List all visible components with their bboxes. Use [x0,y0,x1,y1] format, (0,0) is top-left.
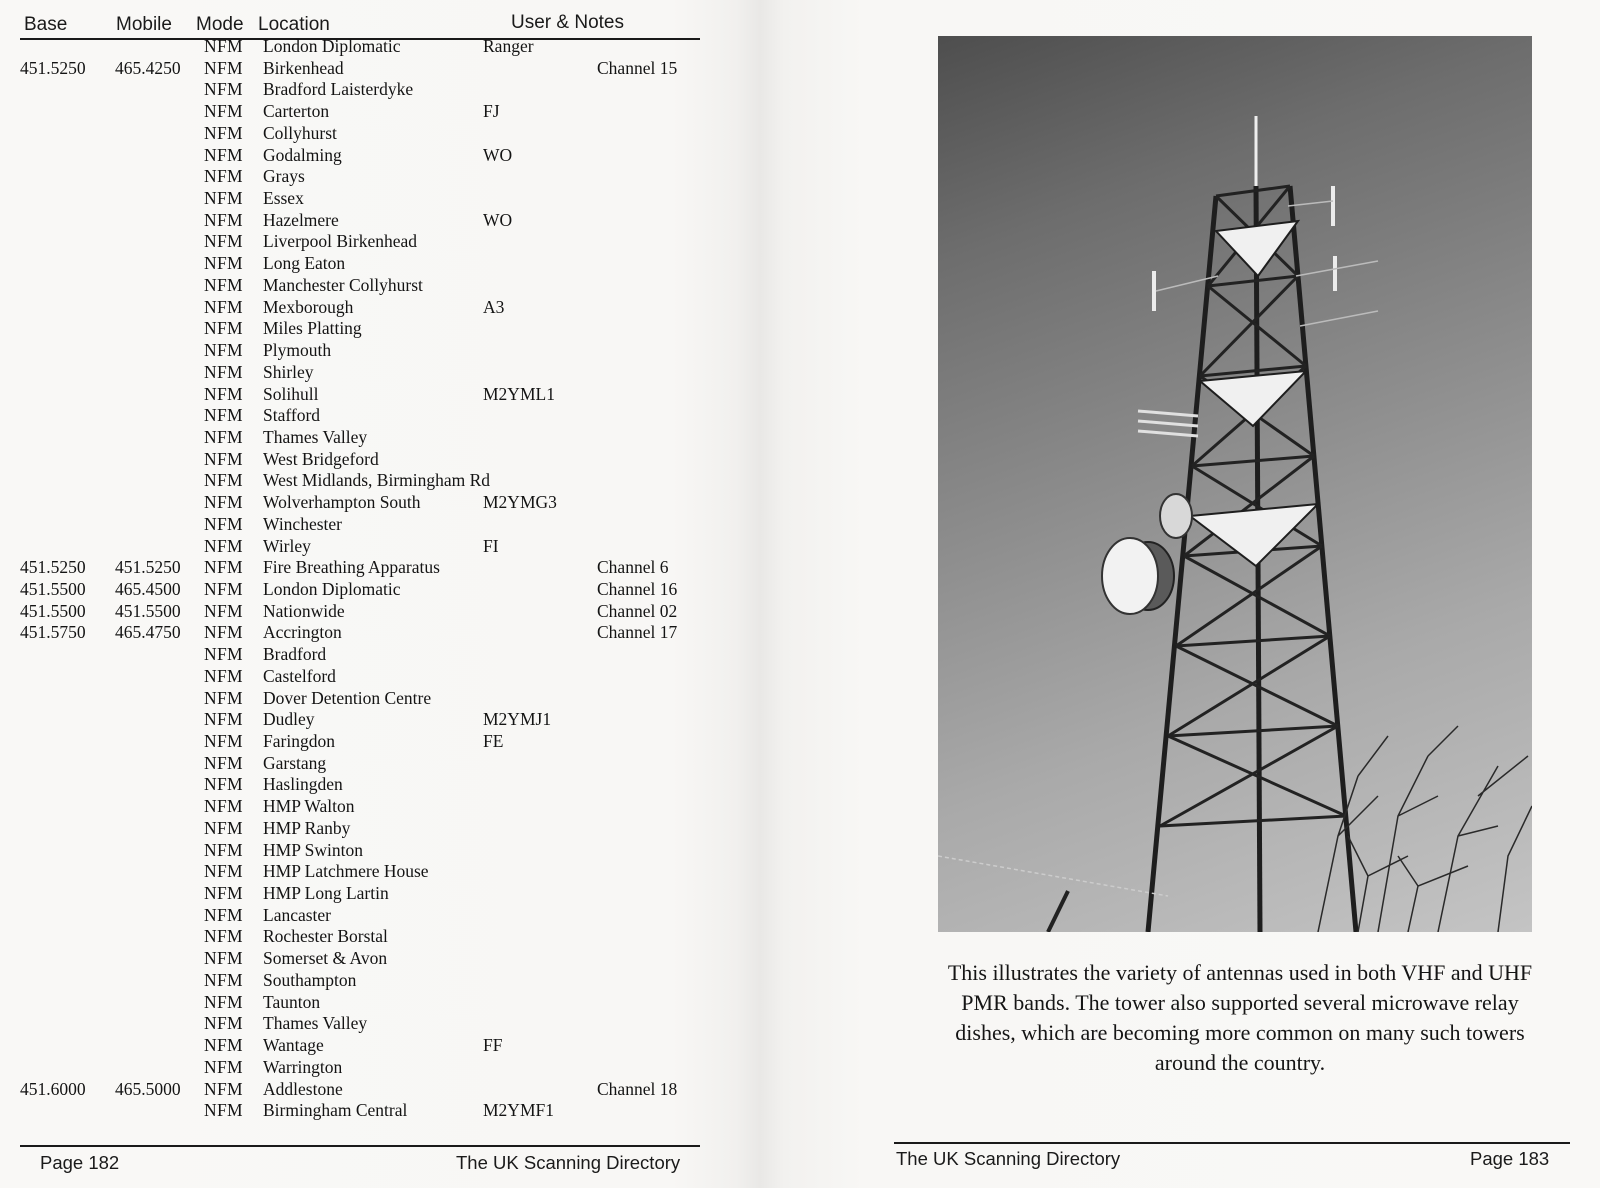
table-row [0,275,720,297]
table-row [0,1057,720,1079]
location: Thames Valley [263,426,368,447]
mode: NFM [204,361,243,382]
table-row [0,926,720,948]
location: Southampton [263,969,357,990]
table-row [0,1079,720,1101]
location: Collyhurst [263,122,337,143]
page-number: Page 182 [40,1152,120,1173]
channel-note: Channel 16 [597,578,678,599]
location: HMP Latchmere House [263,861,429,882]
location: Garstang [263,752,327,773]
mobile-frequency: 465.4750 [115,622,181,643]
mobile-frequency: 465.5000 [115,1078,181,1099]
mode: NFM [204,644,243,665]
location: Solihull [263,383,319,404]
mode: NFM [204,578,243,599]
channel-note: Channel 02 [597,600,678,621]
base-frequency: 451.5250 [20,57,86,78]
footer-divider [20,1145,700,1147]
location: HMP Swinton [263,839,364,860]
table-row [0,253,720,275]
location: Stafford [263,405,321,426]
table-row [0,557,720,579]
mode: NFM [204,231,243,252]
location: Fire Breathing Apparatus [263,557,440,578]
location: Hazelmere [263,209,339,230]
location: Wantage [263,1035,324,1056]
table-header [0,10,700,38]
mode: NFM [204,166,243,187]
mode: NFM [204,557,243,578]
mode: NFM [204,1100,243,1121]
base-frequency: 451.6000 [20,1078,86,1099]
table-row [0,818,720,840]
mode: NFM [204,318,243,339]
mode: NFM [204,731,243,751]
table-row [0,297,720,319]
mobile-frequency: 451.5250 [115,557,181,578]
location: Godalming [263,144,342,165]
frequency-table [0,36,720,1122]
location: Faringdon [263,731,335,751]
user: FJ [483,101,500,122]
table-row [0,861,720,883]
channel-note: Channel 15 [597,57,678,78]
mode: NFM [204,57,243,78]
table-row [0,1035,720,1057]
table-row [0,796,720,818]
table-row [0,166,720,188]
table-row [0,905,720,927]
location: Essex [263,188,304,209]
location: Grays [263,166,305,187]
mode: NFM [204,188,243,209]
table-row [0,970,720,992]
channel-note: Channel 17 [597,622,678,643]
footer-divider [894,1142,1570,1144]
user: WO [483,144,513,165]
location: Warrington [263,1056,343,1077]
mode: NFM [204,948,243,969]
mode: NFM [204,796,243,817]
mode: NFM [204,665,243,686]
location: Winchester [263,513,342,534]
mobile-frequency: 451.5500 [115,600,181,621]
table-row [0,123,720,145]
channel-note: Channel 18 [597,1078,678,1099]
location: Miles Platting [263,318,362,339]
caption-line: dishes, which are becoming more common on many such towers [955,1020,1525,1045]
table-row [0,774,720,796]
location: Plymouth [263,340,332,361]
mode: NFM [204,709,243,730]
location: Accrington [263,622,342,643]
table-row [0,536,720,558]
mode: NFM [204,253,243,274]
table-row [0,1013,720,1035]
location: Bradford [263,644,327,665]
mode: NFM [204,79,243,100]
left-page [0,0,720,1188]
mode: NFM [204,904,243,925]
photo-caption [880,958,1600,1078]
location: Birmingham Central [263,1100,408,1121]
mode: NFM [204,144,243,165]
location: Wolverhampton South [263,492,421,513]
location: Addlestone [263,1078,343,1099]
tower-illustration [938,36,1532,932]
table-row [0,883,720,905]
table-row [0,644,720,666]
location: Birkenhead [263,57,344,78]
caption-line: This illustrates the variety of antennas used in both VHF and UHF [947,960,1533,985]
table-row [0,36,720,58]
table-row [0,492,720,514]
table-row [0,688,720,710]
header-location: Location [258,14,330,35]
mode: NFM [204,296,243,317]
mode: NFM [204,513,243,534]
mode: NFM [204,340,243,361]
base-frequency: 451.5250 [20,557,86,578]
radio-tower-photo [938,36,1532,932]
user: M2YMJ1 [483,709,552,730]
location: Haslingden [263,774,343,795]
mode: NFM [204,492,243,513]
location: Mexborough [263,296,354,317]
user: WO [483,209,513,230]
location: Wirley [263,535,311,556]
mode: NFM [204,774,243,795]
table-row [0,340,720,362]
table-row [0,731,720,753]
location: West Bridgeford [263,448,379,469]
mode: NFM [204,1035,243,1056]
table-row [0,470,720,492]
user: FI [483,535,499,556]
location: Nationwide [263,600,345,621]
mode: NFM [204,209,243,230]
mode: NFM [204,883,243,904]
base-frequency: 451.5500 [20,600,86,621]
table-row [0,188,720,210]
mode: NFM [204,600,243,621]
location: Dover Detention Centre [263,687,432,708]
channel-note: Channel 6 [597,557,669,578]
mode: NFM [204,383,243,404]
user: Ranger [483,36,534,56]
user: FE [483,731,504,751]
mode: NFM [204,274,243,295]
mobile-frequency: 465.4250 [115,57,181,78]
location: Rochester Borstal [263,926,388,947]
location: West Midlands, Birmingham Rd [263,470,491,491]
header-mode: Mode [196,14,244,35]
table-row [0,601,720,623]
table-row [0,79,720,101]
table-row [0,58,720,80]
location: Bradford Laisterdyke [263,79,414,100]
table-row [0,709,720,731]
header-mobile: Mobile [116,14,172,35]
table-row [0,427,720,449]
mode: NFM [204,991,243,1012]
location: HMP Long Lartin [263,883,389,904]
table-row [0,992,720,1014]
user: M2YMG3 [483,492,557,513]
location: Liverpool Birkenhead [263,231,418,252]
book-title: The UK Scanning Directory [456,1152,681,1173]
mode: NFM [204,752,243,773]
right-page [880,0,1600,1188]
table-row [0,231,720,253]
location: Manchester Collyhurst [263,274,423,295]
location: Castelford [263,665,336,686]
table-row [0,514,720,536]
location: Shirley [263,361,314,382]
location: Thames Valley [263,1013,368,1034]
base-frequency: 451.5750 [20,622,86,643]
mode: NFM [204,36,243,56]
table-row [0,840,720,862]
table-row [0,449,720,471]
mode: NFM [204,861,243,882]
mode: NFM [204,122,243,143]
user: FF [483,1035,503,1056]
table-row [0,318,720,340]
table-row [0,101,720,123]
mode: NFM [204,535,243,556]
mode: NFM [204,1056,243,1077]
caption-line: around the country. [1154,1050,1326,1075]
mode: NFM [204,622,243,643]
mobile-frequency: 465.4500 [115,578,181,599]
mode: NFM [204,426,243,447]
page-number: Page 183 [1470,1148,1550,1169]
caption-line: PMR bands. The tower also supported several microwave relay [961,990,1519,1015]
user: A3 [483,296,505,317]
book-title: The UK Scanning Directory [896,1148,1121,1169]
table-row [0,362,720,384]
table-row [0,1100,720,1122]
mode: NFM [204,926,243,947]
location: Carterton [263,101,330,122]
location: Somerset & Avon [263,948,388,969]
header-base: Base [24,14,68,35]
mode: NFM [204,687,243,708]
table-row [0,622,720,644]
location: London Diplomatic [263,36,401,56]
location: Taunton [263,991,321,1012]
table-row [0,145,720,167]
header-user-notes: User & Notes [511,12,624,33]
mode: NFM [204,817,243,838]
mode: NFM [204,1013,243,1034]
location: Lancaster [263,904,332,925]
table-row [0,948,720,970]
table-row [0,384,720,406]
location: Long Eaton [263,253,346,274]
mode: NFM [204,101,243,122]
mode: NFM [204,470,243,491]
table-row [0,666,720,688]
mode: NFM [204,405,243,426]
location: HMP Walton [263,796,355,817]
mode: NFM [204,839,243,860]
user: M2YML1 [483,383,555,404]
table-row [0,210,720,232]
table-row [0,405,720,427]
mode: NFM [204,969,243,990]
location: HMP Ranby [263,817,351,838]
location: Dudley [263,709,315,730]
mode: NFM [204,1078,243,1099]
location: London Diplomatic [263,578,401,599]
user: M2YMF1 [483,1100,554,1121]
table-row [0,579,720,601]
table-row [0,753,720,775]
base-frequency: 451.5500 [20,578,86,599]
mode: NFM [204,448,243,469]
